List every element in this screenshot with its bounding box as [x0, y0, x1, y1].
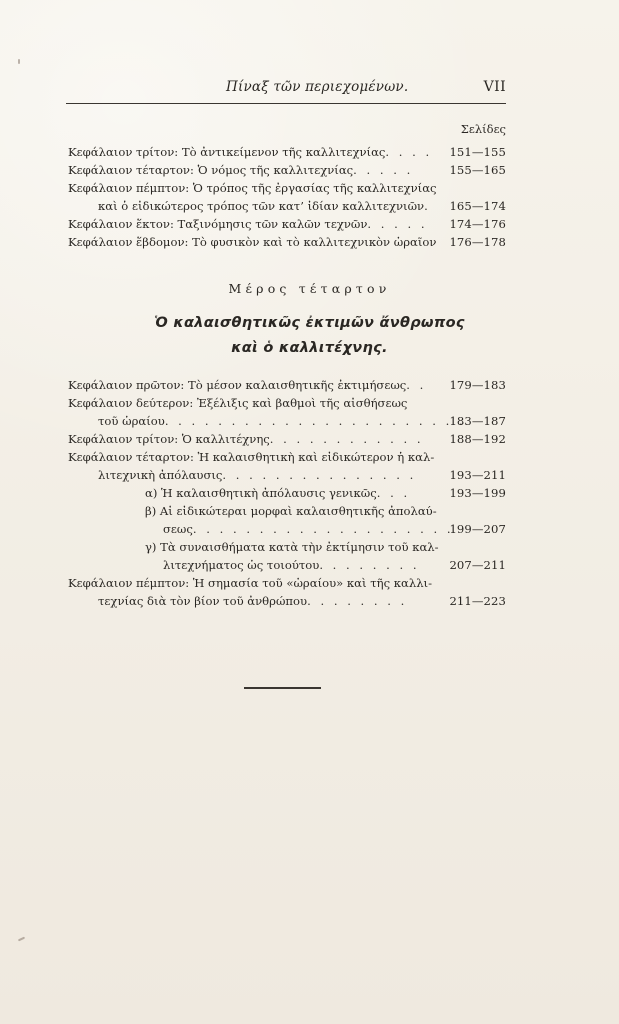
- dot-leader: . . . . . . . .: [319, 558, 420, 572]
- toc-row: [68, 233, 506, 251]
- dot-leader: . . .: [376, 486, 411, 500]
- header-title: Πίναξ τῶν περιεχομένων.: [226, 79, 409, 95]
- toc-row: [98, 592, 506, 610]
- dot-leader: . . . . . . . . . . . . . . . . . . . .: [192, 522, 454, 536]
- toc-page-range: 151—155: [449, 145, 506, 159]
- toc-page-range: 176—178: [449, 235, 506, 249]
- part-title: Μέρος τέταρτον: [228, 281, 391, 296]
- toc-row: [163, 520, 506, 538]
- toc-row: [145, 502, 506, 520]
- toc-row: [68, 430, 506, 448]
- toc-row: [145, 484, 506, 502]
- toc-entry-text: τεχνίας διὰ τὸν βίον τοῦ ἀνθρώπου: [98, 594, 308, 608]
- toc-entry-text: Κεφάλαιον ἕβδομον: Τὸ φυσικὸν καὶ τὸ καλλιτεχνικὸν ὡραῖον: [68, 235, 437, 249]
- toc-entry-text: Κεφάλαιον πρῶτον: Τὸ μέσον καλαισθητικῆς ἐκτιμήσεως: [68, 378, 407, 392]
- dot-leader: . . . . . . . . . . . . . . .: [222, 468, 417, 482]
- toc-row: [98, 466, 506, 484]
- toc-row: [98, 412, 506, 430]
- toc-entry-text: Κεφάλαιον τέταρτον: Ἡ καλαισθητικὴ καὶ εἰδικώτερον ἡ καλ-: [68, 450, 435, 464]
- dot-leader: . . . . . . . . . . . . . . . . . . . . . . .: [164, 414, 466, 428]
- toc-page-range: 188—192: [449, 432, 506, 446]
- toc-entry-text: λιτεχνήματος ὡς τοιούτου: [163, 558, 320, 572]
- toc-entry-text: τοῦ ὡραίου: [98, 414, 165, 428]
- toc-entry-text: Κεφάλαιον πέμπτον: Ὁ τρόπος τῆς ἐργασίας τῆς καλλιτεχνίας: [68, 181, 437, 195]
- toc-entry-text: λιτεχνικὴ ἀπόλαυσις: [98, 468, 223, 482]
- toc-entry-text: Κεφάλαιον τρίτον: Ὁ καλλιτέχνης: [68, 432, 270, 446]
- toc-page-range: 179—183: [449, 378, 506, 392]
- closing-rule: [244, 687, 321, 689]
- section-title-line-1: Ὁ καλαισθητικῶς ἐκτιμῶν ἄνθρωπος: [154, 315, 465, 331]
- toc-page-range: 155—165: [449, 163, 506, 177]
- toc-page-range: 207—211: [449, 558, 506, 572]
- dot-leader: . . . . .: [353, 163, 414, 177]
- toc-entry-text: Κεφάλαιον ἕκτον: Ταξινόμησις τῶν καλῶν τεχνῶν: [68, 217, 368, 231]
- toc-row: [68, 179, 506, 197]
- page-number: VII: [483, 79, 506, 95]
- paper-mark: [18, 59, 20, 64]
- toc-entry-text: Κεφάλαιον πέμπτον: Ἡ σημασία τοῦ «ὡραίου» καὶ τῆς καλλι-: [68, 576, 433, 590]
- toc-row: [98, 197, 506, 215]
- section-title-line-2: καὶ ὁ καλλιτέχνης.: [231, 340, 388, 356]
- toc-row: [68, 448, 506, 466]
- dot-leader: . . . . .: [367, 217, 428, 231]
- toc-page-range: 211—223: [449, 594, 506, 608]
- toc-row: [68, 161, 506, 179]
- toc-entry-text: γ) Τὰ συναισθήματα κατὰ τὴν ἐκτίμησιν τοῦ καλ-: [145, 540, 439, 554]
- toc-row: [68, 215, 506, 233]
- toc-entry-text: Κεφάλαιον τρίτον: Τὸ ἀντικείμενον τῆς καλλιτεχνίας: [68, 145, 386, 159]
- dot-leader: . .: [406, 378, 427, 392]
- toc-page-range: 183—187: [449, 414, 506, 428]
- toc-row: [145, 538, 506, 556]
- toc-entry-text: α) Ἡ καλαισθητικὴ ἀπόλαυσις γενικῶς: [145, 486, 377, 500]
- toc-entry-text: σεως: [163, 522, 193, 536]
- dot-leader: . . . . . . . .: [307, 594, 408, 608]
- dot-leader: . . . . . . . . . . . .: [269, 432, 424, 446]
- toc-entry-text: Κεφάλαιον δεύτερον: Ἐξέλιξις καὶ βαθμοὶ τῆς αἰσθήσεως: [68, 396, 408, 410]
- toc-page-range: 193—211: [449, 468, 506, 482]
- toc-entry-text: Κεφάλαιον τέταρτον: Ὁ νόμος τῆς καλλιτεχνίας: [68, 163, 354, 177]
- toc-entry-text: καὶ ὁ εἰδικώτερος τρόπος τῶν κατ’ ἰδίαν καλλιτεχνιῶν: [98, 199, 425, 213]
- dot-leader: . . . .: [385, 145, 433, 159]
- toc-row: [68, 143, 506, 161]
- toc-row: [68, 376, 506, 394]
- toc-page-range: 165—174: [449, 199, 506, 213]
- dot-leader: .: [424, 199, 431, 213]
- toc-row: [68, 574, 506, 592]
- toc-page-range: 174—176: [449, 217, 506, 231]
- toc-row: [163, 556, 506, 574]
- toc-page-range: 193—199: [449, 486, 506, 500]
- running-header: [66, 79, 506, 104]
- toc-page-range: 199—207: [449, 522, 506, 536]
- pages-column-label: Σελίδες: [460, 122, 506, 136]
- paper-mark: [18, 937, 25, 942]
- toc-entry-text: β) Αἱ εἰδικώτεραι μορφαὶ καλαισθητικῆς ἀπολαύ-: [145, 504, 437, 518]
- toc-row: [68, 394, 506, 412]
